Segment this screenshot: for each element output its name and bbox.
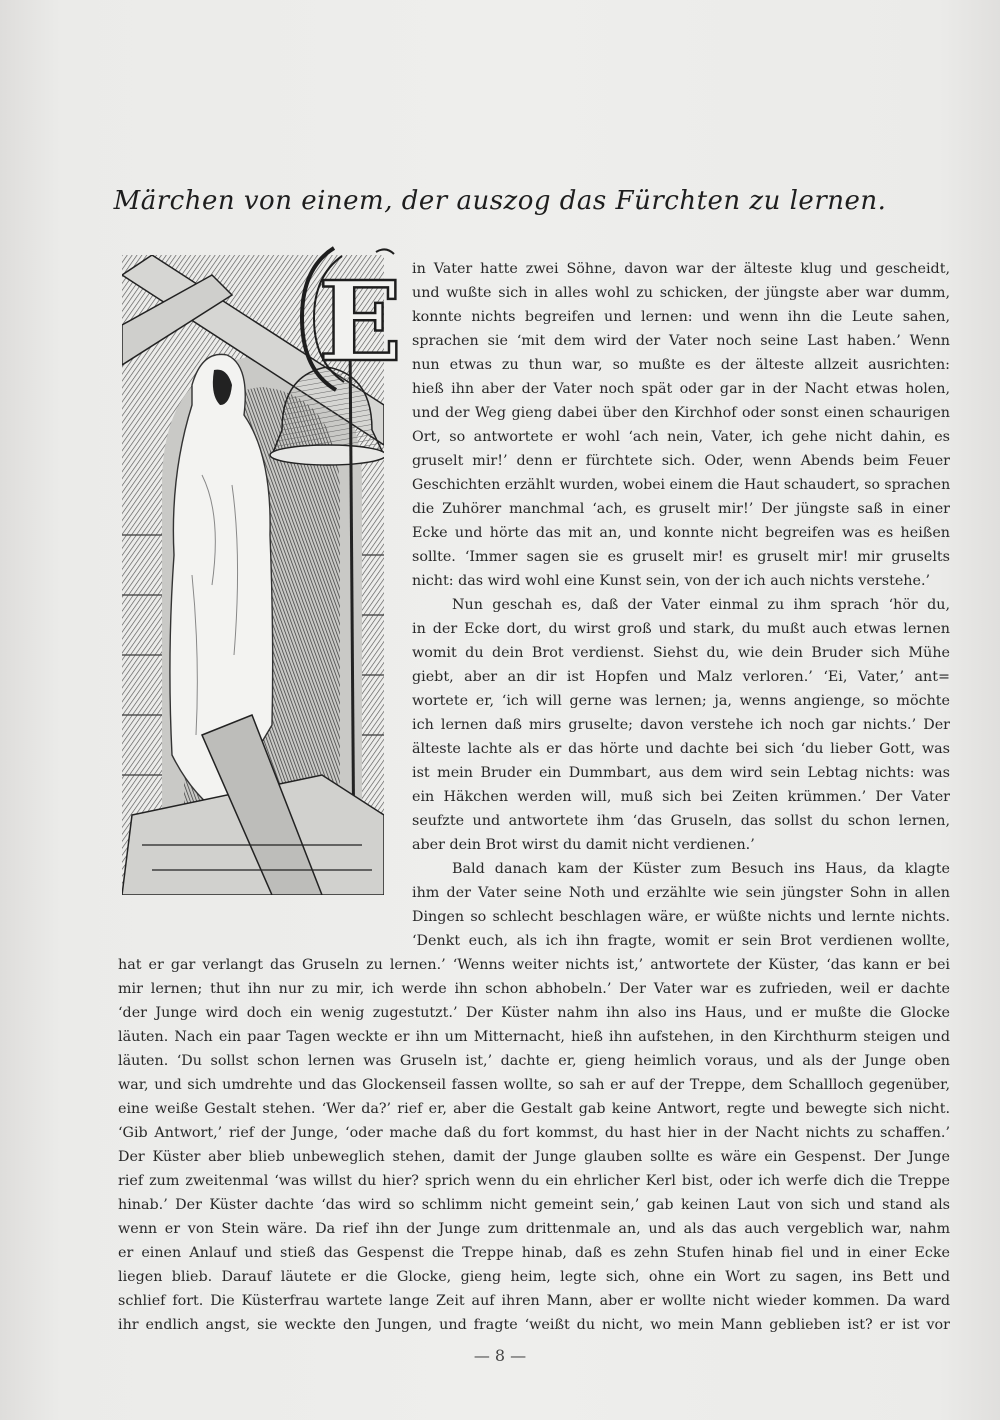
- text-line: und wußte sich in alles wohl zu schicken, der jüngste aber war dumm,: [412, 285, 950, 301]
- page-title: Märchen von einem, der auszog das Fürchten zu lernen.: [113, 186, 887, 216]
- text-line: ‘Denkt euch, als ich ihn fragte, womit er sein Brot verdienen wollte,: [412, 933, 950, 949]
- text-line: läuten. Nach ein paar Tagen weckte er ihn um Mitternacht, hieß ihn aufstehen, in den Kirchthurm steigen und: [118, 1029, 950, 1045]
- text-line: und der Weg gieng dabei über den Kirchhof oder sonst einen schaurigen: [412, 405, 950, 421]
- text-line: mir lernen; thut ihn nur zu mir, ich werde ihn schon abhobeln.’ Der Vater war es zufrieden, weil er dachte: [118, 981, 950, 997]
- text-line: hat er gar verlangt das Gruseln zu lernen.’ ‘Wenns weiter nichts ist,’ antwortete der Küster, ‘das kann er bei: [118, 957, 950, 973]
- text-line: ein Häkchen werden will, muß sich bei Zeiten krümmen.’ Der Vater: [412, 789, 950, 805]
- text-line: nun etwas zu thun war, so mußte es der älteste allzeit ausrichten:: [412, 357, 950, 373]
- text-line: schlief fort. Die Küsterfrau wartete lange Zeit auf ihren Mann, aber er wollte nicht wieder kommen. Da ward: [118, 1293, 950, 1309]
- text-line: eine weiße Gestalt stehen. ‘Wer da?’ rief er, aber die Gestalt gab keine Antwort, regte und bewegte sich nicht.: [118, 1101, 950, 1117]
- text-line: hieß ihn aber der Vater noch spät oder gar in der Nacht etwas holen,: [412, 381, 950, 397]
- text-line: Geschichten erzählt wurden, wobei einem die Haut schaudert, so sprachen: [412, 477, 951, 493]
- text-line: sprachen sie ‘mit dem wird der Vater noch seine Last haben.’ Wenn: [412, 333, 950, 349]
- text-line: womit du dein Brot verdienst. Siehst du, wie dein Bruder sich Mühe: [412, 645, 950, 661]
- text-line: aber dein Brot wirst du damit nicht verdienen.’: [412, 837, 755, 853]
- text-line: konnte nichts begreifen und lernen: und wenn ihn die Leute sahen,: [412, 309, 950, 325]
- text-line: liegen blieb. Darauf läutete er die Glocke, gieng heim, legte sich, ohne ein Wort zu sagen, ins Bett und: [118, 1269, 950, 1285]
- text-line: läuten. ‘Du sollst schon lernen was Gruseln ist,’ dachte er, gieng heimlich voraus, und als der Junge oben: [118, 1053, 950, 1069]
- text-line: Dingen so schlecht beschlagen wäre, er wüßte nichts und lernte nichts.: [412, 909, 950, 925]
- text-line: älteste lachte als er das hörte und dachte bei sich ‘du lieber Gott, was: [412, 741, 950, 757]
- text-line: nicht: das wird wohl eine Kunst sein, von der ich auch nichts verstehe.’: [412, 573, 931, 589]
- text-line: gruselt mir!’ denn er fürchtete sich. Oder, wenn Abends beim Feuer: [412, 453, 950, 469]
- text-line: rief zum zweitenmal ‘was willst du hier? sprich wenn du ein ehrlicher Kerl bist, oder ich werfe dich die Treppe: [118, 1173, 950, 1189]
- text-line: Ort, so antwortete er wohl ‘ach nein, Vater, ich gehe nicht dahin, es: [412, 429, 950, 445]
- text-line: ist mein Bruder ein Dummbart, aus dem wird sein Lebtag nichts: was: [412, 765, 950, 781]
- text-line: er einen Anlauf und stieß das Gespenst die Treppe hinab, daß es zehn Stufen hinab fiel und in einer Ecke: [118, 1245, 950, 1261]
- text-line: Der Küster aber blieb unbeweglich stehen, damit der Junge glauben sollte es wäre ein Gespenst. Der Junge: [118, 1149, 950, 1165]
- text-line: Ecke und hörte das mit an, und konnte nicht begreifen was es heißen: [412, 525, 950, 541]
- drop-cap-letter: E: [318, 257, 402, 386]
- text-line: ihr endlich angst, sie weckte den Jungen, und fragte ‘weißt du nicht, wo mein Mann geblieben ist? er ist vor: [118, 1317, 950, 1333]
- text-line: wenn er von Stein wäre. Da rief ihn der Junge zum drittenmale an, und als das auch vergeblich war, nahm: [118, 1221, 950, 1237]
- text-line: giebt, aber an dir ist Hopfen und Malz verloren.’ ‘Ei, Vater,’ ant=: [412, 669, 950, 685]
- page-number: — 8 —: [473, 1346, 527, 1365]
- text-line: ‘der Junge wird doch ein wenig zugestutzt.’ Der Küster nahm ihn also ins Haus, und er mußte die Glocke: [118, 1005, 950, 1021]
- text-line: hinab.’ Der Küster dachte ‘das wird so schlimm nicht gemeint sein,’ gab keinen Laut von sich und stand als: [118, 1197, 950, 1213]
- text-line: war, und sich umdrehte und das Glockenseil fassen wollte, so sah er auf der Treppe, dem Schallloch gegenüber,: [118, 1077, 950, 1093]
- text-line: wortete er, ‘ich will gerne was lernen; ja, wenns angienge, so möchte: [412, 693, 950, 709]
- text-line: ihm der Vater seine Noth und erzählte wie sein jüngster Sohn in allen: [412, 885, 950, 901]
- text-line: die Zuhörer manchmal ‘ach, es gruselt mir!’ Der jüngste saß in einer: [412, 501, 950, 517]
- text-line: ‘Gib Antwort,’ rief der Junge, ‘oder mache daß du fort kommst, du hast hier in der Nacht nichts zu schaffen.’: [118, 1125, 950, 1141]
- text-line: seufzte und antwortete ihm ‘das Gruseln, das sollst du schon lernen,: [412, 813, 950, 829]
- text-line: Bald danach kam der Küster zum Besuch ins Haus, da klagte: [452, 861, 950, 877]
- text-line: in der Ecke dort, du wirst groß und stark, du mußt auch etwas lernen: [412, 621, 950, 637]
- text-line: Nun geschah es, daß der Vater einmal zu ihm sprach ‘hör du,: [452, 597, 950, 613]
- text-line: ich lernen daß mirs gruselte; davon verstehe ich noch gar nichts.’ Der: [412, 717, 950, 733]
- text-line: sollte. ‘Immer sagen sie es gruselt mir! es gruselt mir! mir gruselts: [412, 549, 950, 565]
- text-line: in Vater hatte zwei Söhne, davon war der älteste klug und gescheidt,: [412, 261, 950, 277]
